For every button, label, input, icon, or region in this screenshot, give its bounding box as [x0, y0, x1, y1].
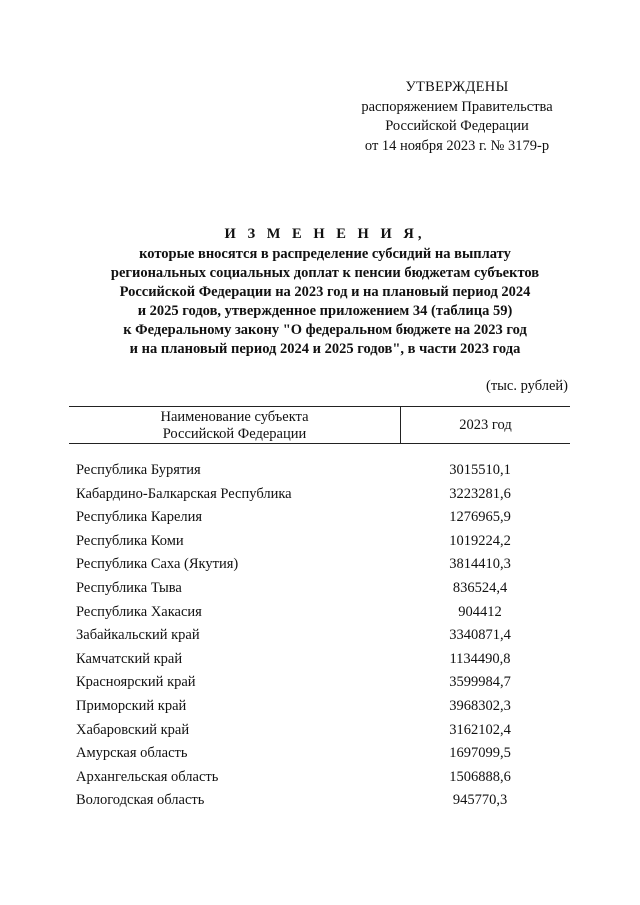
table-row	[76, 671, 570, 695]
region-name: Камчатский край	[76, 650, 183, 667]
region-name: Республика Хакасия	[76, 603, 202, 620]
subsidy-amount: 1697099,5	[449, 745, 511, 762]
subsidy-amount: 1134490,8	[449, 650, 511, 667]
table-row	[76, 553, 570, 577]
subsidy-amount: 904412	[458, 603, 502, 620]
approval-line-2: Российской Федерации	[385, 118, 529, 134]
approval-line-1: распоряжением Правительства	[361, 98, 553, 115]
table-row	[76, 695, 570, 719]
approval-block	[352, 78, 562, 156]
subsidy-amount: 836524,4	[452, 579, 508, 596]
units-label: (тыс. рублей)	[486, 378, 568, 394]
document-heading: И З М Е Н Е Н И Я,	[224, 226, 426, 242]
header-region-name-line-2: Российской Федерации	[162, 426, 307, 442]
region-name: Республика Коми	[76, 532, 184, 549]
subsidy-amount: 3162102,4	[449, 721, 511, 738]
region-name: Республика Тыва	[76, 579, 182, 596]
subsidy-amount: 945770,3	[452, 792, 508, 809]
table-row	[76, 648, 570, 672]
subsidy-amount: 1019224,2	[449, 532, 511, 549]
region-name: Республика Карелия	[76, 509, 203, 526]
region-name: Вологодская область	[76, 792, 205, 809]
region-name: Забайкальский край	[76, 627, 200, 644]
table-header	[69, 406, 570, 444]
subsidy-amount: 3968302,3	[449, 697, 511, 714]
table-row	[76, 483, 570, 507]
header-region-name	[69, 407, 400, 443]
table-row	[76, 530, 570, 554]
region-name: Приморский край	[76, 697, 187, 714]
document-subtitle-line: и 2025 годов, утвержденное приложением 34 (таблица 59)	[137, 303, 513, 319]
approval-line-3: от 14 ноября 2023 г. № 3179-р	[364, 137, 550, 154]
region-name: Архангельская область	[76, 768, 219, 785]
document-subtitle-line: Российской Федерации на 2023 год и на плановый период 2024	[119, 284, 531, 300]
table-row	[76, 506, 570, 530]
table-row	[76, 601, 570, 625]
document-subtitle-line: региональных социальных доплат к пенсии бюджетам субъектов	[110, 265, 540, 281]
table-row	[76, 577, 570, 601]
subsidy-amount: 3223281,6	[449, 485, 511, 502]
document-subtitle-line: и на плановый период 2024 и 2025 годов", в части 2023 года	[129, 341, 521, 357]
table-row	[76, 766, 570, 790]
approval-title: УТВЕРЖДЕНЫ	[405, 79, 509, 95]
subsidy-amount: 3340871,4	[449, 627, 511, 644]
subsidy-amount: 1506888,6	[449, 768, 511, 785]
table-row	[76, 719, 570, 743]
table-body	[76, 459, 570, 813]
table-row	[76, 459, 570, 483]
table-row	[76, 624, 570, 648]
region-name: Кабардино-Балкарская Республика	[76, 485, 292, 502]
table-row	[76, 742, 570, 766]
document-subtitle-line: которые вносятся в распределение субсидий на выплату	[139, 246, 511, 262]
region-name: Хабаровский край	[76, 721, 190, 738]
table-row	[76, 789, 570, 813]
document-subtitle-line: к Федеральному закону "О федеральном бюджете на 2023 год	[123, 322, 527, 338]
subsidy-amount: 1276965,9	[449, 509, 511, 526]
region-name: Амурская область	[76, 745, 188, 762]
region-name: Красноярский край	[76, 674, 196, 691]
header-region-name-line-1: Наименование субъекта	[160, 409, 309, 425]
subsidy-amount: 3599984,7	[449, 674, 511, 691]
region-name: Республика Саха (Якутия)	[76, 556, 239, 573]
document-title-block	[60, 226, 590, 359]
subsidy-amount: 3015510,1	[449, 462, 511, 478]
subsidy-amount: 3814410,3	[449, 556, 511, 573]
region-name: Республика Бурятия	[76, 462, 201, 478]
header-year: 2023 год	[459, 417, 512, 433]
